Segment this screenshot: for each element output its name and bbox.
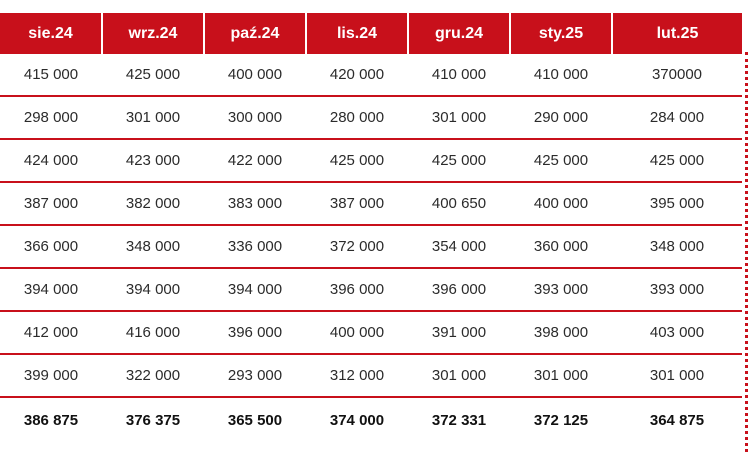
price-table bbox=[0, 13, 742, 442]
table-cell: 420 000 bbox=[306, 54, 408, 96]
table-cell: 395 000 bbox=[612, 182, 742, 225]
total-cell: 365 500 bbox=[227, 411, 283, 429]
table-cell: 394 000 bbox=[204, 268, 306, 311]
table-cell: 301 000 bbox=[510, 354, 612, 397]
table-cell: 425 000 bbox=[408, 139, 510, 182]
table-cell: 370000 bbox=[612, 54, 742, 96]
table-cell: 301 000 bbox=[408, 354, 510, 397]
column-header: lis.24 bbox=[306, 13, 408, 54]
table-cell: 360 000 bbox=[510, 225, 612, 268]
table-cell: 410 000 bbox=[408, 54, 510, 96]
table-cell: 403 000 bbox=[612, 311, 742, 354]
table-cell: 425 000 bbox=[102, 54, 204, 96]
table-cell: 301 000 bbox=[102, 96, 204, 139]
table-row bbox=[0, 139, 742, 182]
table-cell: 372 000 bbox=[306, 225, 408, 268]
total-cell: 364 875 bbox=[649, 411, 705, 429]
total-cell: 372 331 bbox=[431, 411, 487, 429]
price-table-container bbox=[0, 13, 742, 442]
column-header: sty.25 bbox=[510, 13, 612, 54]
table-cell: 399 000 bbox=[0, 354, 102, 397]
table-cell: 382 000 bbox=[102, 182, 204, 225]
total-cell: 374 000 bbox=[329, 411, 385, 429]
table-cell: 396 000 bbox=[204, 311, 306, 354]
table-cell: 366 000 bbox=[0, 225, 102, 268]
table-cell: 348 000 bbox=[102, 225, 204, 268]
column-header: gru.24 bbox=[408, 13, 510, 54]
total-cell: 376 375 bbox=[125, 411, 181, 429]
table-cell: 410 000 bbox=[510, 54, 612, 96]
table-cell: 400 000 bbox=[510, 182, 612, 225]
table-cell: 394 000 bbox=[102, 268, 204, 311]
table-cell: 336 000 bbox=[204, 225, 306, 268]
table-cell: 412 000 bbox=[0, 311, 102, 354]
totals-row bbox=[0, 397, 742, 442]
column-header: paź.24 bbox=[204, 13, 306, 54]
table-cell: 398 000 bbox=[510, 311, 612, 354]
table-cell: 393 000 bbox=[612, 268, 742, 311]
table-cell: 425 000 bbox=[306, 139, 408, 182]
dotted-separator bbox=[745, 52, 748, 452]
table-cell: 300 000 bbox=[204, 96, 306, 139]
table-cell: 290 000 bbox=[510, 96, 612, 139]
table-row bbox=[0, 54, 742, 96]
table-cell: 424 000 bbox=[0, 139, 102, 182]
table-cell: 312 000 bbox=[306, 354, 408, 397]
table-cell: 425 000 bbox=[510, 139, 612, 182]
table-cell: 354 000 bbox=[408, 225, 510, 268]
table-cell: 322 000 bbox=[102, 354, 204, 397]
table-cell: 425 000 bbox=[612, 139, 742, 182]
table-cell: 284 000 bbox=[612, 96, 742, 139]
table-cell: 387 000 bbox=[306, 182, 408, 225]
table-cell: 298 000 bbox=[0, 96, 102, 139]
table-cell: 423 000 bbox=[102, 139, 204, 182]
table-row bbox=[0, 268, 742, 311]
table-cell: 391 000 bbox=[408, 311, 510, 354]
column-header: sie.24 bbox=[0, 13, 102, 54]
table-cell: 387 000 bbox=[0, 182, 102, 225]
table-cell: 301 000 bbox=[612, 354, 742, 397]
table-cell: 394 000 bbox=[0, 268, 102, 311]
table-cell: 396 000 bbox=[306, 268, 408, 311]
column-header: wrz.24 bbox=[102, 13, 204, 54]
table-row bbox=[0, 225, 742, 268]
table-cell: 400 650 bbox=[408, 182, 510, 225]
table-row bbox=[0, 182, 742, 225]
table-cell: 415 000 bbox=[0, 54, 102, 96]
table-cell: 416 000 bbox=[102, 311, 204, 354]
table-cell: 396 000 bbox=[408, 268, 510, 311]
table-row bbox=[0, 354, 742, 397]
table-cell: 348 000 bbox=[612, 225, 742, 268]
table-cell: 400 000 bbox=[306, 311, 408, 354]
table-cell: 293 000 bbox=[204, 354, 306, 397]
table-header bbox=[0, 13, 742, 54]
table-cell: 383 000 bbox=[204, 182, 306, 225]
table-cell: 400 000 bbox=[204, 54, 306, 96]
table-row bbox=[0, 311, 742, 354]
table-cell: 280 000 bbox=[306, 96, 408, 139]
total-cell: 372 125 bbox=[533, 411, 589, 429]
column-header: lut.25 bbox=[612, 13, 742, 54]
table-cell: 422 000 bbox=[204, 139, 306, 182]
table-row bbox=[0, 96, 742, 139]
header-row bbox=[0, 13, 742, 54]
table-cell: 301 000 bbox=[408, 96, 510, 139]
table-body bbox=[0, 54, 742, 442]
table-cell: 393 000 bbox=[510, 268, 612, 311]
total-cell: 386 875 bbox=[23, 411, 79, 429]
